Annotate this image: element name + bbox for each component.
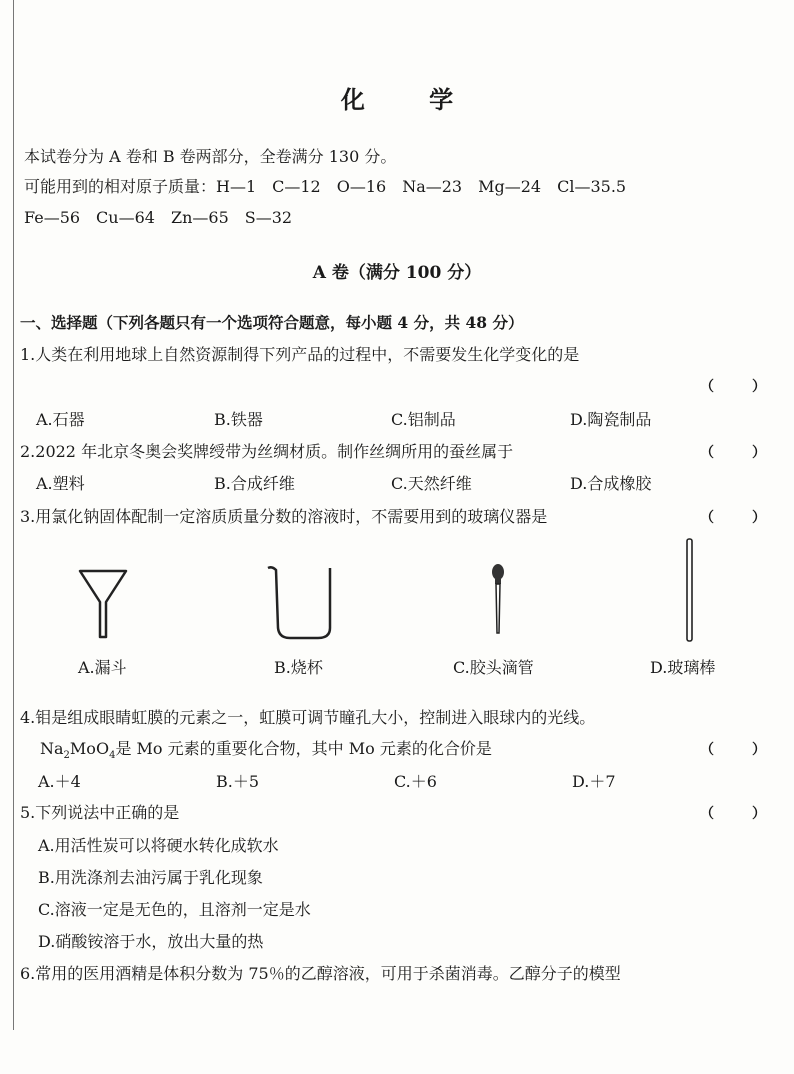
q3-option-b: B.烧杯 — [274, 658, 323, 677]
q4-option-c: C.＋6 — [394, 772, 437, 791]
q5-option-b: B.用洗涤剂去油污属于乳化现象 — [38, 868, 263, 887]
q1-option-c: C.铝制品 — [391, 410, 456, 429]
q3-option-a: A.漏斗 — [78, 658, 127, 677]
intro-line-1: 本试卷分为 A 卷和 B 卷两部分，全卷满分 130 分。 — [24, 147, 397, 166]
intro-line-2: 可能用到的相对原子质量：H—1 C—12 O—16 Na—23 Mg—24 Cl—35.5 — [24, 177, 627, 196]
q3-option-c: C.胶头滴管 — [453, 658, 534, 677]
q4-option-b: B.＋5 — [216, 772, 260, 791]
q5-option-c: C.溶液一定是无色的，且溶剂一定是水 — [38, 900, 311, 919]
page-title: 化 学 — [340, 85, 482, 114]
q2-answer-paren: （ ） — [700, 445, 766, 461]
q4-stem-line-2: $Na_2MoO_4$是 Mo 元素的重要化合物，其中 Mo 元素的化合价是 — [40, 739, 492, 762]
q4-stem: 4.钼是组成眼睛虹膜的元素之一，虹膜可调节瞳孔大小，控制进入眼球内的光线。 — [20, 708, 596, 727]
q3-stem: 3.用氯化钠固体配制一定溶质质量分数的溶液时，不需要用到的玻璃仪器是 — [20, 507, 548, 526]
q1-option-d: D.陶瓷制品 — [570, 410, 652, 429]
q2-option-c: C.天然纤维 — [391, 474, 472, 493]
glass-rod-icon — [687, 539, 692, 641]
q2-stem: 2.2022 年北京冬奥会奖牌绶带为丝绸材质。制作丝绸所用的蚕丝属于 — [20, 442, 514, 461]
q2-option-a: A.塑料 — [36, 474, 85, 493]
section-a-heading: A 卷（满分 100 分） — [312, 263, 482, 283]
q1-option-b: B.铁器 — [214, 410, 263, 429]
q5-answer-paren: （ ） — [700, 806, 766, 822]
q5-stem: 5.下列说法中正确的是 — [20, 803, 180, 822]
q4-option-a: A.＋4 — [38, 772, 81, 791]
q2-option-d: D.合成橡胶 — [570, 474, 652, 493]
q1-stem: 1.人类在利用地球上自然资源制得下列产品的过程中，不需要发生化学变化的是 — [20, 345, 580, 364]
q4-option-d: D.＋7 — [572, 772, 616, 791]
q5-option-d: D.硝酸铵溶于水，放出大量的热 — [38, 932, 264, 951]
dropper-icon — [492, 564, 504, 633]
q2-option-b: B.合成纤维 — [214, 474, 295, 493]
part1-heading: 一、选择题（下列各题只有一个选项符合题意，每小题 4 分，共 48 分） — [20, 313, 524, 332]
q5-option-a: A.用活性炭可以将硬水转化成软水 — [38, 836, 279, 855]
funnel-icon — [80, 571, 126, 637]
q1-answer-paren: （ ） — [700, 379, 766, 395]
q3-option-d: D.玻璃棒 — [650, 658, 716, 677]
q3-answer-paren: （ ） — [700, 510, 766, 526]
beaker-icon — [268, 567, 330, 638]
q6-stem: 6.常用的医用酒精是体积分数为 75％的乙醇溶液，可用于杀菌消毒。乙醇分子的模型 — [20, 964, 621, 983]
q4-answer-paren: （ ） — [700, 742, 766, 758]
intro-line-3: Fe—56 Cu—64 Zn—65 S—32 — [24, 208, 293, 227]
q1-option-a: A.石器 — [36, 410, 85, 429]
